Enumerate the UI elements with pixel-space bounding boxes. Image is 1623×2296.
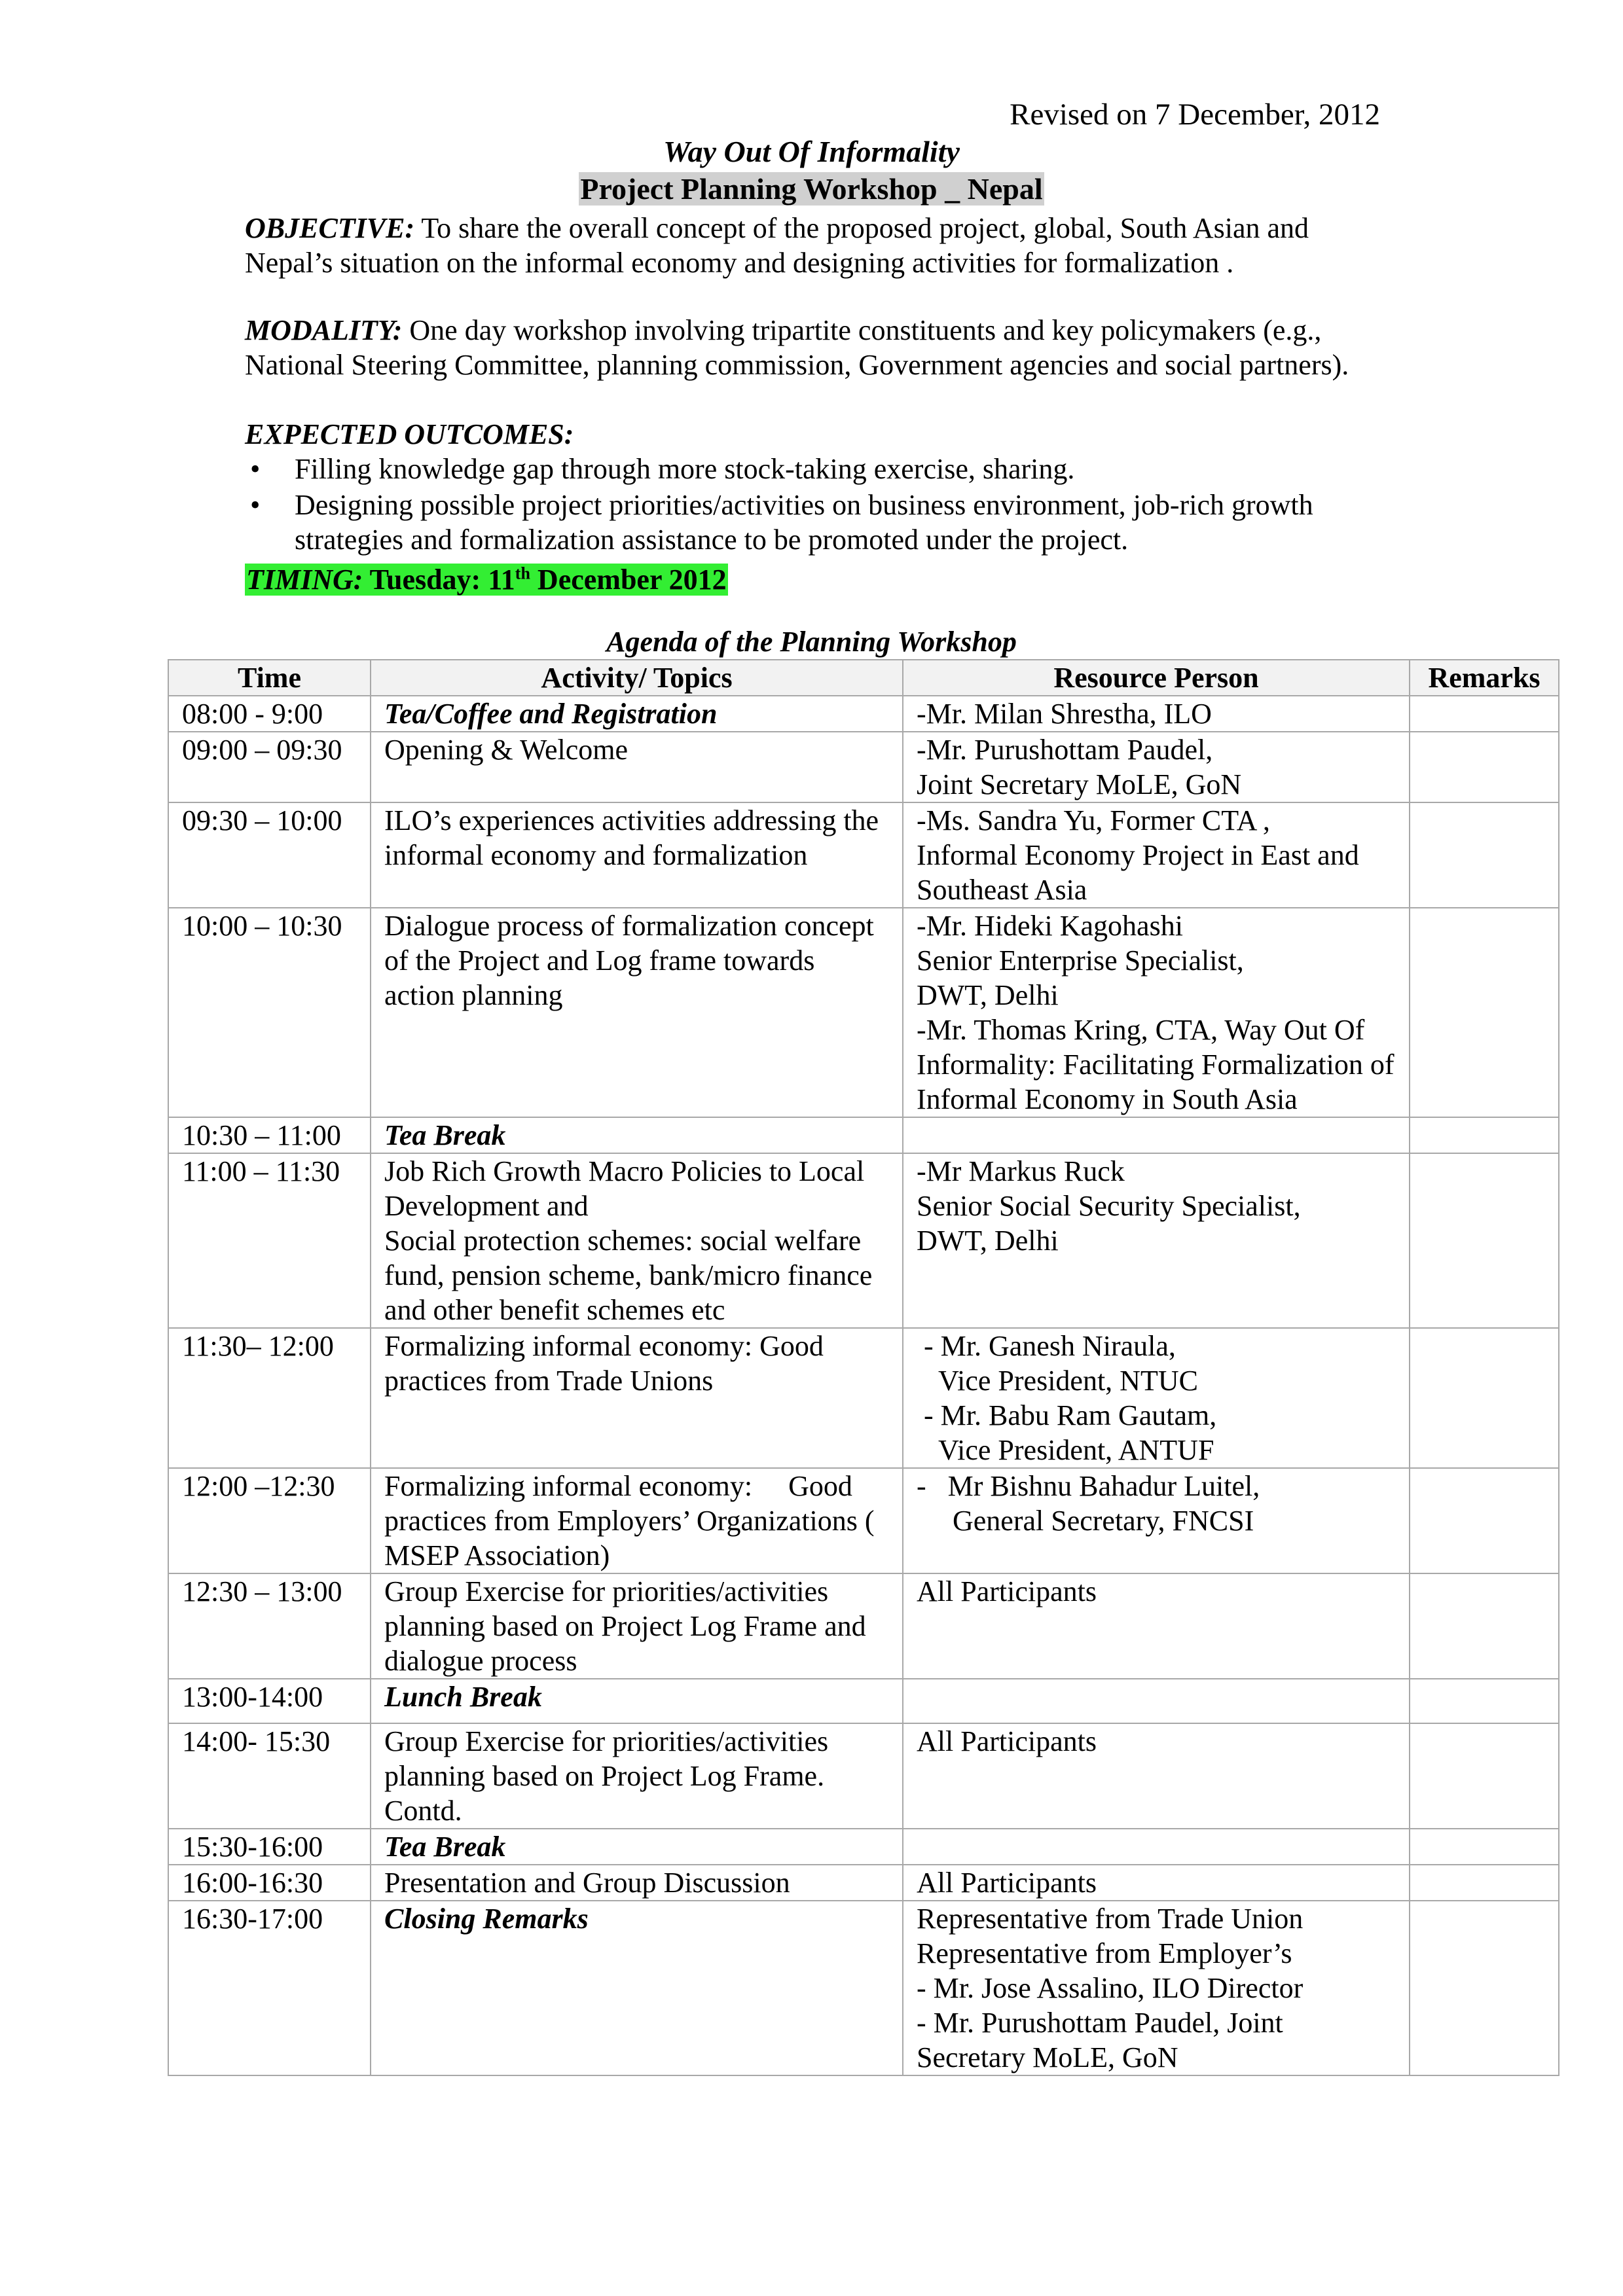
time-cell: 12:00 –12:30 xyxy=(168,1468,371,1573)
timing-highlight xyxy=(245,564,728,596)
remarks-cell xyxy=(1410,802,1559,908)
table-row xyxy=(168,696,1559,732)
resource-cell: All Participants xyxy=(903,1723,1410,1829)
agenda-title: Agenda of the Planning Workshop xyxy=(606,626,1017,658)
table-row xyxy=(168,1901,1559,2075)
remarks-cell xyxy=(1410,1679,1559,1723)
topic-cell: Closing Remarks xyxy=(371,1901,903,2075)
topic-cell: ILO’s experiences activities addressing the informal economy and formalization xyxy=(371,802,903,908)
objective-paragraph xyxy=(245,211,1397,280)
table-row xyxy=(168,1865,1559,1901)
time-cell: 10:30 – 11:00 xyxy=(168,1117,371,1153)
topic-cell: Tea Break xyxy=(371,1829,903,1865)
resource-cell: -Mr. Hideki Kagohashi Senior Enterprise Specialist, DWT, Delhi -Mr. Thomas Kring, CTA, Way Out Of Informality: Facilitating Formalization of Informal Economy in South Asia xyxy=(903,908,1410,1117)
resource-cell xyxy=(903,1829,1410,1865)
modality-paragraph xyxy=(245,313,1397,382)
table-row xyxy=(168,732,1559,802)
resource-cell xyxy=(903,1117,1410,1153)
outcomes-heading: EXPECTED OUTCOMES: xyxy=(245,418,574,450)
remarks-cell xyxy=(1410,1468,1559,1573)
timing-label: TIMING: xyxy=(246,563,363,596)
document-subtitle xyxy=(0,171,1623,206)
table-row xyxy=(168,1153,1559,1328)
outcome-text: Filling knowledge gap through more stock-taking exercise, sharing. xyxy=(295,453,1075,485)
table-row xyxy=(168,1468,1559,1573)
remarks-cell xyxy=(1410,1153,1559,1328)
objective-label: OBJECTIVE: xyxy=(245,212,415,244)
remarks-cell xyxy=(1410,1829,1559,1865)
topic-cell: Opening & Welcome xyxy=(371,732,903,802)
revision-date: Revised on 7 December, 2012 xyxy=(1010,98,1380,132)
outcome-item xyxy=(245,488,1397,557)
resource-cell: All Participants xyxy=(903,1573,1410,1679)
time-cell: 10:00 – 10:30 xyxy=(168,908,371,1117)
timing-sup: th xyxy=(515,564,530,583)
subtitle-highlight: Project Planning Workshop _ Nepal xyxy=(580,172,1043,206)
remarks-cell xyxy=(1410,1328,1559,1468)
remarks-cell xyxy=(1410,696,1559,732)
table-row xyxy=(168,1328,1559,1468)
topic-cell: Tea/Coffee and Registration xyxy=(371,696,903,732)
table-row xyxy=(168,1679,1559,1723)
time-cell: 09:30 – 10:00 xyxy=(168,802,371,908)
resource-cell: - Mr. Ganesh Niraula, Vice President, NTUC - Mr. Babu Ram Gautam, Vice President, ANTUF xyxy=(903,1328,1410,1468)
modality-label: MODALITY: xyxy=(245,314,403,346)
agenda-table xyxy=(168,659,1559,2076)
resource-cell: -Ms. Sandra Yu, Former CTA , Informal Economy Project in East and Southeast Asia xyxy=(903,802,1410,908)
objective-text: To share the overall concept of the proposed project, global, South Asian and Nepal’s situation on the informal economy and designing activities for formalization . xyxy=(245,212,1309,279)
time-cell: 09:00 – 09:30 xyxy=(168,732,371,802)
resource-cell: - Mr Bishnu Bahadur Luitel, General Secretary, FNCSI xyxy=(903,1468,1410,1573)
remarks-cell xyxy=(1410,1117,1559,1153)
resource-cell: -Mr Markus Ruck Senior Social Security Specialist, DWT, Delhi xyxy=(903,1153,1410,1328)
outcomes-list xyxy=(245,452,1397,558)
remarks-cell xyxy=(1410,1901,1559,2075)
time-cell: 16:00-16:30 xyxy=(168,1865,371,1901)
table-row xyxy=(168,1117,1559,1153)
topic-cell: Tea Break xyxy=(371,1117,903,1153)
header-time: Time xyxy=(168,660,371,696)
timing-day: Tuesday: 11 xyxy=(363,563,515,596)
remarks-cell xyxy=(1410,1573,1559,1679)
bullet-icon: • xyxy=(250,453,261,485)
topic-cell: Presentation and Group Discussion xyxy=(371,1865,903,1901)
time-cell: 08:00 - 9:00 xyxy=(168,696,371,732)
time-cell: 11:30– 12:00 xyxy=(168,1328,371,1468)
table-row xyxy=(168,908,1559,1117)
document-title: Way Out Of Informality xyxy=(663,135,960,168)
topic-cell: Dialogue process of formalization concept of the Project and Log frame towards action planning xyxy=(371,908,903,1117)
table-row xyxy=(168,1573,1559,1679)
resource-cell: Representative from Trade Union Representative from Employer’s - Mr. Jose Assalino, ILO Director - Mr. Purushottam Paudel, Joint Secretary MoLE, GoN xyxy=(903,1901,1410,2075)
modality-text: One day workshop involving tripartite constituents and key policymakers (e.g., National Steering Committee, planning commission, Government agencies and social partners). xyxy=(245,314,1349,381)
remarks-cell xyxy=(1410,1723,1559,1829)
resource-cell xyxy=(903,1679,1410,1723)
outcome-text: Designing possible project priorities/activities on business environment, job-rich growth strategies and formalization assistance to be promoted under the project. xyxy=(295,489,1313,556)
topic-cell: Job Rich Growth Macro Policies to Local Development and Social protection schemes: social welfare fund, pension scheme, bank/micro finance and other benefit schemes etc xyxy=(371,1153,903,1328)
time-cell: 12:30 – 13:00 xyxy=(168,1573,371,1679)
topic-cell: Group Exercise for priorities/activities planning based on Project Log Frame. Contd. xyxy=(371,1723,903,1829)
timing-rest: December 2012 xyxy=(530,563,727,596)
resource-cell: -Mr. Milan Shrestha, ILO xyxy=(903,696,1410,732)
header-resource: Resource Person xyxy=(903,660,1410,696)
resource-cell: All Participants xyxy=(903,1865,1410,1901)
time-cell: 16:30-17:00 xyxy=(168,1901,371,2075)
remarks-cell xyxy=(1410,732,1559,802)
topic-cell: Formalizing informal economy: Good practices from Employers’ Organizations ( MSEP Association) xyxy=(371,1468,903,1573)
topic-cell: Lunch Break xyxy=(371,1679,903,1723)
bullet-icon: • xyxy=(250,489,261,521)
table-row xyxy=(168,1829,1559,1865)
table-row xyxy=(168,1723,1559,1829)
header-activity: Activity/ Topics xyxy=(371,660,903,696)
remarks-cell xyxy=(1410,1865,1559,1901)
timing-line xyxy=(245,556,728,597)
resource-cell: -Mr. Purushottam Paudel, Joint Secretary MoLE, GoN xyxy=(903,732,1410,802)
time-cell: 15:30-16:00 xyxy=(168,1829,371,1865)
time-cell: 11:00 – 11:30 xyxy=(168,1153,371,1328)
agenda-header-row xyxy=(168,660,1559,696)
topic-cell: Group Exercise for priorities/activities planning based on Project Log Frame and dialogue process xyxy=(371,1573,903,1679)
time-cell: 13:00-14:00 xyxy=(168,1679,371,1723)
time-cell: 14:00- 15:30 xyxy=(168,1723,371,1829)
header-remarks: Remarks xyxy=(1410,660,1559,696)
remarks-cell xyxy=(1410,908,1559,1117)
table-row xyxy=(168,802,1559,908)
topic-cell: Formalizing informal economy: Good practices from Trade Unions xyxy=(371,1328,903,1468)
outcome-item xyxy=(245,452,1397,486)
